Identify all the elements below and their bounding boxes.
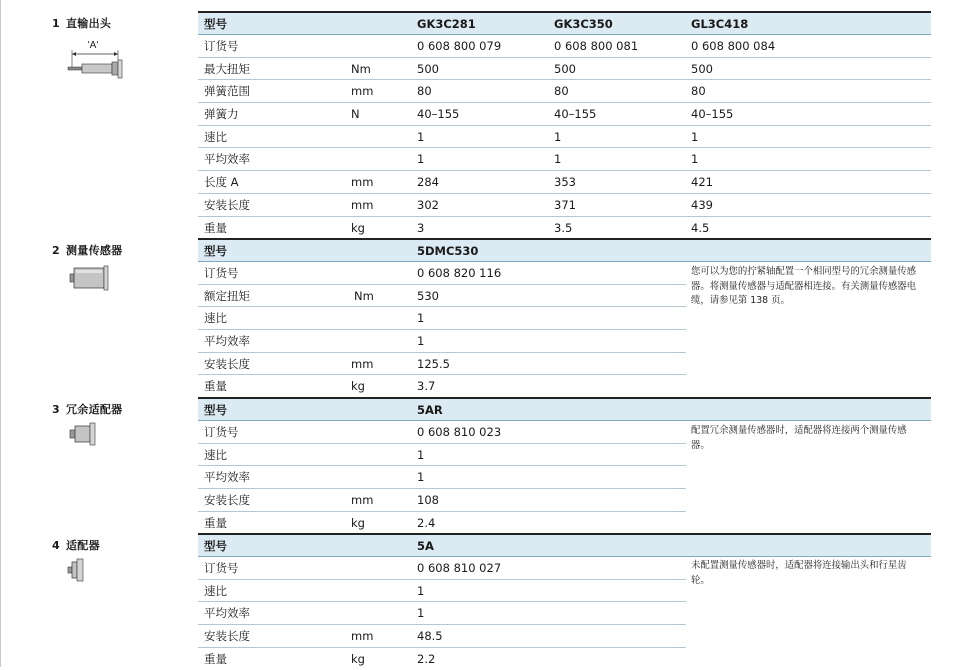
row-label: 平均效率 [204, 334, 250, 349]
table-row [198, 285, 686, 308]
row-unit: kg [351, 220, 365, 235]
adapter-drawing-icon [66, 558, 88, 586]
row-value: 80 [691, 84, 706, 99]
row-value: 3.7 [417, 379, 436, 394]
header-model: 5AR [417, 403, 443, 417]
row-value: 1 [691, 129, 699, 144]
table-row [198, 148, 931, 171]
row-value: 1 [691, 152, 699, 167]
row-unit: mm [351, 356, 374, 371]
table-row [198, 375, 686, 398]
row-value: 1 [417, 470, 425, 485]
table-row [198, 35, 931, 58]
row-value: 0 608 800 084 [691, 39, 776, 53]
section-title-text: 直输出头 [65, 17, 112, 30]
table-row [198, 421, 686, 444]
header-model: GL3C418 [691, 17, 749, 31]
section-number: 4 [52, 539, 60, 552]
row-label: 额定扭矩 [204, 288, 250, 303]
row-value: 4.5 [691, 220, 710, 235]
row-unit: mm [351, 84, 374, 99]
section-title-text: 适配器 [65, 539, 100, 552]
row-label: 速比 [204, 129, 227, 144]
row-label: 订货号 [204, 425, 239, 439]
row-value: 0 608 800 081 [554, 39, 639, 53]
section-title-text: 冗余适配器 [65, 403, 123, 416]
header-model: 5DMC530 [417, 244, 479, 258]
table-row [198, 103, 931, 126]
row-value: 0 608 820 116 [417, 266, 502, 280]
row-value: 125.5 [417, 356, 450, 371]
table-row [198, 625, 686, 648]
row-label: 速比 [204, 311, 227, 326]
row-label: 安装长度 [204, 197, 250, 212]
row-label: 速比 [204, 583, 227, 598]
row-label: 最大扭矩 [204, 61, 250, 76]
row-label: 平均效率 [204, 470, 250, 485]
row-value: 530 [417, 288, 439, 303]
row-label: 长度 A [204, 175, 239, 190]
row-label: 重量 [204, 515, 227, 530]
row-value: 1 [417, 447, 425, 462]
row-value: 439 [691, 197, 713, 212]
table-header [198, 238, 931, 262]
row-value: 80 [554, 84, 569, 99]
row-label: 订货号 [204, 561, 239, 575]
row-label: 订货号 [204, 266, 239, 280]
output-head-drawing-icon [62, 36, 128, 84]
table-row [198, 126, 931, 149]
section-1-title [52, 15, 111, 31]
table-header [198, 533, 931, 557]
row-unit: Nm [351, 61, 371, 76]
section-3-table [198, 397, 931, 534]
row-value: 2.4 [417, 515, 436, 530]
row-value: 40–155 [691, 107, 734, 122]
table-row [198, 602, 686, 625]
row-label: 弹簧范围 [204, 84, 250, 99]
row-value: 1 [417, 606, 425, 621]
row-value: 40–155 [554, 107, 597, 122]
row-value: 1 [417, 583, 425, 598]
row-value: 500 [554, 61, 576, 76]
section-3-title [52, 401, 122, 417]
section-2-table [198, 238, 931, 398]
row-label: 安装长度 [204, 493, 250, 508]
row-label: 平均效率 [204, 606, 250, 621]
table-header [198, 11, 931, 35]
row-label: 重量 [204, 379, 227, 394]
redundant-adapter-drawing-icon [68, 422, 98, 450]
table-row [198, 580, 686, 603]
section-1-table [198, 11, 931, 239]
row-value: 1 [554, 129, 562, 144]
table-row [198, 444, 686, 467]
row-value: 371 [554, 197, 576, 212]
header-label: 型号 [204, 17, 227, 31]
section-number: 3 [52, 403, 60, 416]
header-model: GK3C281 [417, 17, 476, 31]
row-value: 1 [417, 152, 425, 167]
row-value: 2.2 [417, 651, 436, 666]
row-unit: kg [351, 515, 365, 530]
row-value: 0 608 800 079 [417, 39, 502, 53]
header-label: 型号 [204, 403, 227, 417]
row-value: 108 [417, 493, 439, 508]
row-value: 40–155 [417, 107, 460, 122]
header-model: 5A [417, 539, 434, 553]
row-value: 500 [417, 61, 439, 76]
row-label: 弹簧力 [204, 107, 239, 122]
section-number: 1 [52, 17, 60, 30]
section-2-note: 您可以为您的拧紧轴配置一个相同型号的冗余测量传感器。将测量传感器与适配器相连接。有关测量传感器电缆，请参见第 138 页。 [691, 266, 917, 306]
table-row [198, 171, 931, 194]
table-row [198, 194, 931, 217]
row-value: 48.5 [417, 629, 443, 644]
section-number: 2 [52, 244, 60, 257]
row-label: 重量 [204, 651, 227, 666]
table-row [198, 489, 686, 512]
dimension-label: 'A' [87, 40, 99, 51]
table-row [198, 217, 931, 240]
header-label: 型号 [204, 539, 227, 553]
row-label: 订货号 [204, 39, 239, 53]
section-4-note: 未配置测量传感器时，适配器将连接输出头和行星齿轮。 [691, 560, 907, 586]
row-value: 1 [554, 152, 562, 167]
table-row [198, 353, 686, 376]
row-unit: mm [351, 493, 374, 508]
row-value: 302 [417, 197, 439, 212]
row-unit: N [351, 107, 360, 122]
row-unit: mm [351, 175, 374, 190]
table-row [198, 80, 931, 103]
row-unit: mm [351, 629, 374, 644]
header-model: GK3C350 [554, 17, 613, 31]
table-row [198, 307, 686, 330]
table-row [198, 262, 686, 285]
row-value: 284 [417, 175, 439, 190]
table-row [198, 58, 931, 81]
row-value: 3 [417, 220, 425, 235]
section-3-note: 配置冗余测量传感器时，适配器将连接两个测量传感器。 [691, 425, 907, 451]
row-unit: kg [351, 651, 365, 666]
row-value: 1 [417, 129, 425, 144]
row-value: 421 [691, 175, 713, 190]
row-value: 353 [554, 175, 576, 190]
row-value: 0 608 810 027 [417, 561, 502, 575]
row-value: 500 [691, 61, 713, 76]
header-label: 型号 [204, 244, 227, 258]
table-header [198, 397, 931, 421]
row-value: 1 [417, 311, 425, 326]
row-unit: kg [351, 379, 365, 394]
table-row [198, 512, 686, 535]
section-4-title [52, 537, 100, 553]
row-value: 1 [417, 334, 425, 349]
row-label: 平均效率 [204, 152, 250, 167]
row-unit: mm [351, 197, 374, 212]
transducer-drawing-icon [68, 264, 112, 296]
row-value: 80 [417, 84, 432, 99]
row-label: 安装长度 [204, 356, 250, 371]
table-row [198, 330, 686, 353]
section-2-title [52, 242, 122, 258]
section-title-text: 测量传感器 [65, 244, 123, 257]
row-label: 重量 [204, 220, 227, 235]
row-unit: Nm [354, 288, 374, 303]
row-label: 安装长度 [204, 629, 250, 644]
table-row [198, 466, 686, 489]
table-row [198, 557, 686, 580]
row-value: 3.5 [554, 220, 573, 235]
section-4-table [198, 533, 931, 670]
row-label: 速比 [204, 447, 227, 462]
page-edge [0, 0, 1, 667]
row-value: 0 608 810 023 [417, 425, 502, 439]
